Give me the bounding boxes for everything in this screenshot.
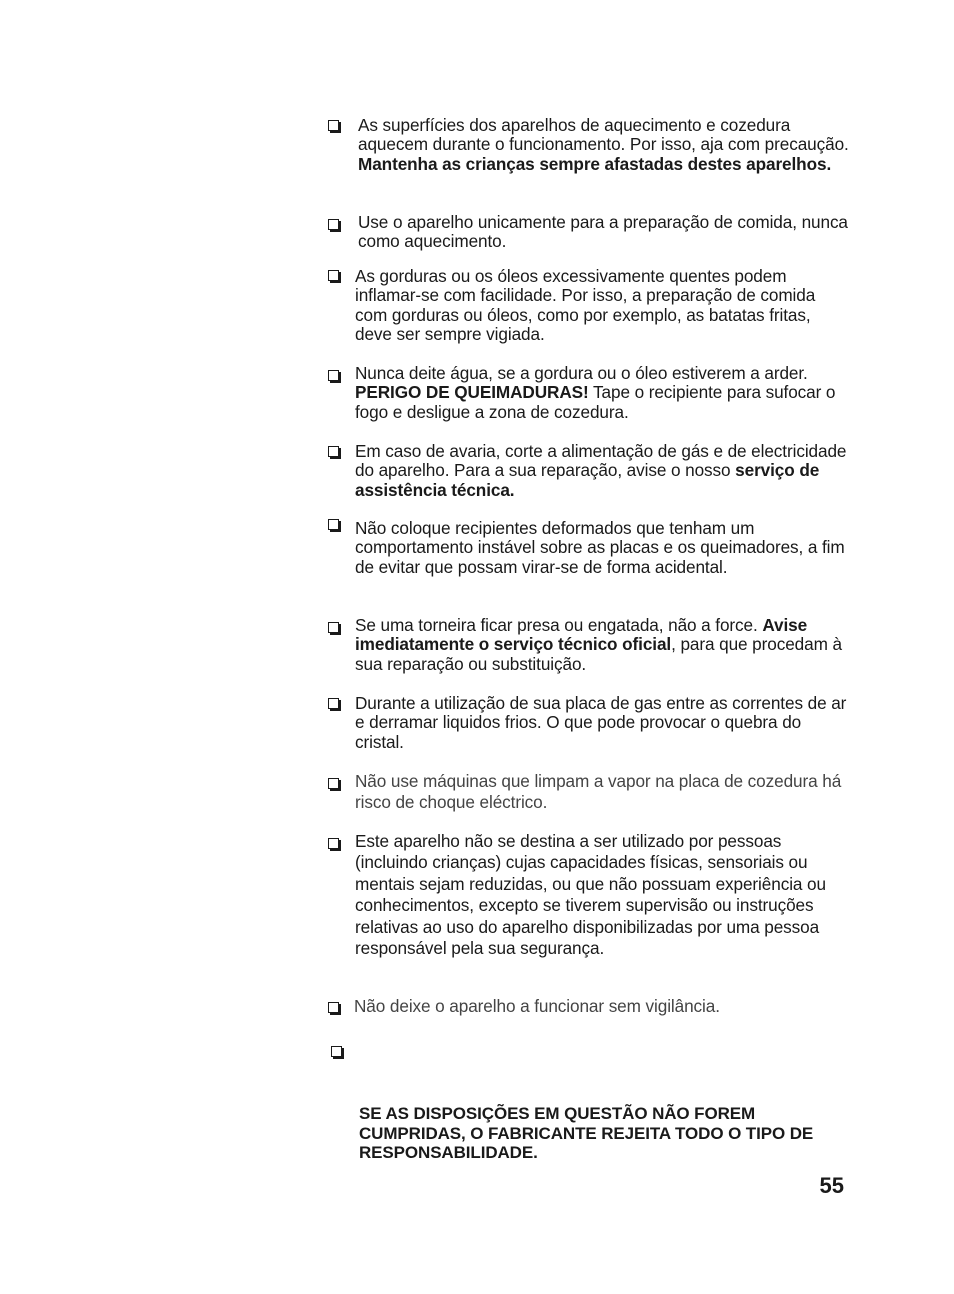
checkbox-bullet-icon [328, 120, 339, 131]
checkbox-bullet-icon [328, 838, 339, 849]
checkbox-bullet-icon [328, 446, 339, 457]
checkbox-bullet-icon [328, 622, 339, 633]
checkbox-bullet-icon [328, 778, 339, 789]
list-item-text: Não use máquinas que limpam a vapor na placa de cozedura há risco de choque eléctrico. [355, 771, 842, 813]
checkbox-bullet-icon [331, 1046, 342, 1057]
checkbox-bullet-icon [328, 698, 339, 709]
list-item-text: Nunca deite água, se a gordura ou o óleo estiverem a arder. PERIGO DE QUEIMADURAS! Tape o recipiente para sufocar o fogo e desligue a zona de cozedura. [355, 363, 836, 422]
list-item-text: Se uma torneira ficar presa ou engatada, não a force. Avise imediatamente o serviço técnico oficial, para que procedam à sua reparação ou substituição. [355, 615, 842, 674]
checkbox-bullet-icon [328, 370, 339, 381]
checkbox-bullet-icon [328, 1002, 339, 1013]
checkbox-bullet-icon [328, 219, 339, 230]
list-item-text: As superfícies dos aparelhos de aquecimento e cozedura aquecem durante o funcionamento. Por isso, aja com precaução. Mantenha as crianças sempre afastadas destes aparelhos. [358, 115, 849, 174]
page-number: 55 [819, 1173, 844, 1198]
list-item-text: Use o aparelho unicamente para a preparação de comida, nunca como aquecimento. [358, 212, 848, 252]
list-item-text: Este aparelho não se destina a ser utilizado por pessoas (incluindo crianças) cujas capacidades físicas, sensoriais ou mentais sejam reduzidas, ou que não possuam experiência ou conhecimentos, excepto se tiverem supervisão ou instruções relativas ao uso do aparelho disponibilizadas por uma pessoa responsável pela sua segurança. [355, 831, 826, 959]
list-item-text: Não coloque recipientes deformados que tenham um comportamento instável sobre as placas e os queimadores, a fim de evitar que possam virar-se de forma acidental. [355, 518, 845, 577]
list-item-text: As gorduras ou os óleos excessivamente quentes podem inflamar-se com facilidade. Por isso, a preparação de comida com gorduras ou óleos, como por exemplo, as batatas fritas, deve ser sempre vigiada. [355, 266, 816, 345]
list-item-text: Durante a utilização de sua placa de gas entre as correntes de ar e derramar liquidos frios. O que pode provocar o quebra do cristal. [355, 693, 847, 752]
disclaimer-text: SE AS DISPOSIÇÕES EM QUESTÃO NÃO FOREM CUMPRIDAS, O FABRICANTE REJEITA TODO O TIPO DE RESPONSABILIDADE. [359, 1104, 814, 1162]
checkbox-bullet-icon [328, 519, 339, 530]
checkbox-bullet-icon [328, 270, 339, 281]
list-item-text: Em caso de avaria, corte a alimentação de gás e de electricidade do aparelho. Para a sua reparação, avise o nosso serviço de assistência técnica. [355, 441, 847, 500]
list-item-text: Não deixe o aparelho a funcionar sem vigilância. [354, 996, 720, 1016]
